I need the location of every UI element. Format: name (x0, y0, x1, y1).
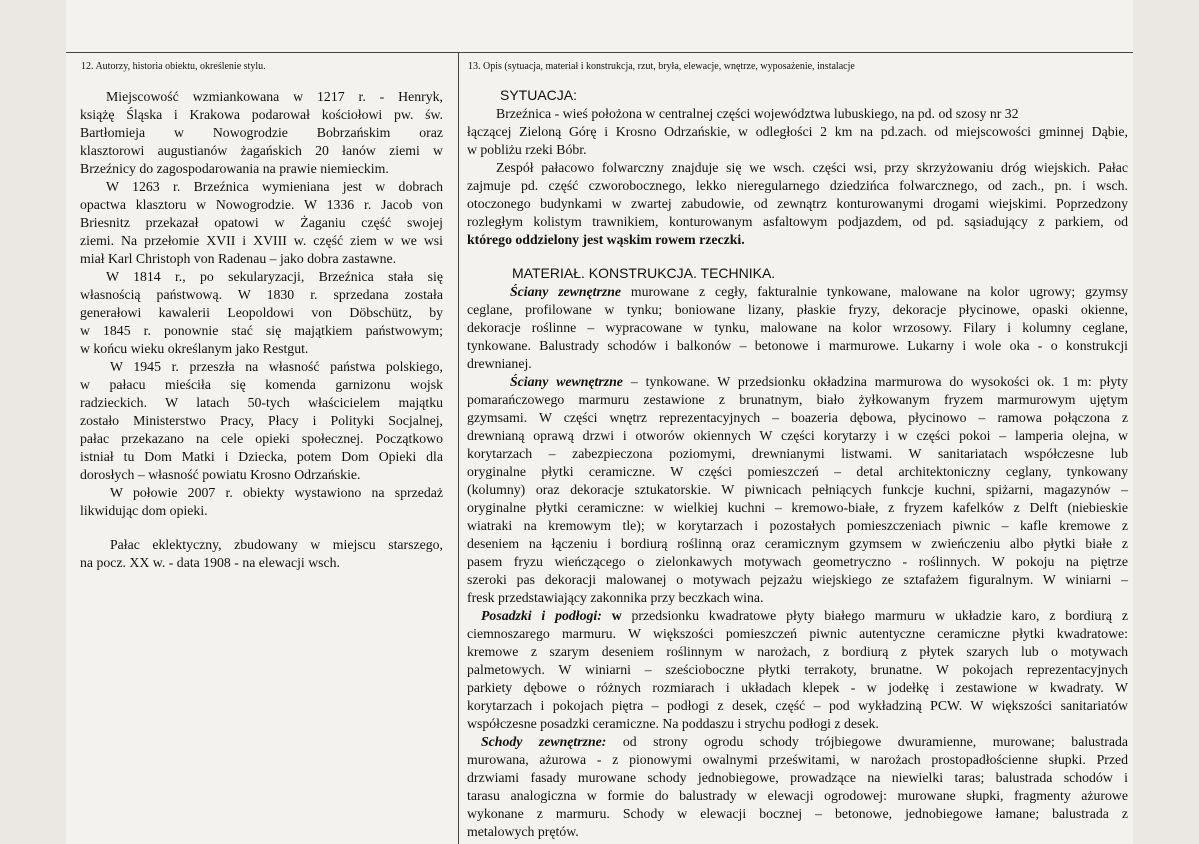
text-line: W połowie 2007 r. obiekty wystawiono na sprzedaż (110, 485, 443, 500)
column-divider (458, 52, 459, 844)
text-line: Schody zewnętrzne: od strony ogrodu schody trójbiegowe dwuramienne, murowane; balustrada (481, 734, 1128, 749)
text-line: oryginalne płytki ceramiczne. W części pomieszczeń – detal architektoniczny ceglany, tynkowany (467, 464, 1128, 479)
text-line: drzwiami fasady murowane schody jednobiegowe, prowadzące na niewielki taras; balustrada schodów i (467, 770, 1128, 785)
walls-exterior-label: Ściany zewnętrzne (510, 284, 622, 299)
text-line: likwidując dom opieki. (80, 503, 208, 518)
text-line: Pałac eklektyczny, zbudowany w miejscu starszego, (110, 537, 443, 552)
text-line: oryginalne płytki ceramiczne: w wielkiej kuchni – kremowo-białe, z fryzem kafelków z Delft (niebieskie (467, 500, 1128, 515)
text-line: wiatraki na kremowym tle); w korytarzach i pozostałych pomieszczeniach piwnic – kafle kremowe z (467, 518, 1128, 533)
text-line: rozległym kolistym trawnikiem, konturowanym asfaltowym podjazdem, od pd. sąsiadujący z parkiem, od (467, 214, 1128, 229)
text-line: ceglane, profilowane w tynku; boniowane lizany, płaskie fryzy, dekoracje płycinowe, opaski okienne, (467, 302, 1128, 317)
text-line: na pocz. XX w. - data 1908 - na elewacji wsch. (80, 555, 340, 570)
text-line: szeroki pas dekoracji malowanej o motywach pejzażu wiejskiego ze sztafażem figuralnym. W winiarni – (467, 572, 1128, 587)
text-line: wykonane z marmuru. Schody w elewacji bocznej – betonowe, jednobiegowe łamane; balustrada z (467, 806, 1128, 821)
text-line: opactwa klasztoru w Nowogrodzie. W 1336 r. Jacob von (80, 197, 443, 212)
text-line: drewnianej. (467, 356, 532, 371)
text-line: miał Karl Christoph von Radenau – jako dobra zastawne. (80, 251, 397, 266)
text-line: w pałacu mieściła się komenda garnizonu wojsk (80, 377, 443, 392)
text-line: pałac przekazano na cele opieki społecznej. Początkowo (80, 431, 443, 446)
text-line: W 1263 r. Brzeźnica wymieniana jest w dobrach (106, 179, 443, 194)
text-line: Miejscowość wzmiankowana w 1217 r. - Henryk, (106, 89, 443, 104)
text-line: w pobliżu rzeki Bóbr. (467, 142, 587, 157)
text-line: Zespół pałacowo folwarczny znajduje się we wsch. części wsi, przy skrzyżowaniu dróg wiejskich. Pałac (496, 160, 1128, 175)
section-heading-material: MATERIAŁ. KONSTRUKCJA. TECHNIKA. (512, 265, 776, 281)
text-line: klasztorowi augustianów żagańskich 20 łanów ziemi w (80, 143, 443, 158)
text-line: książę Śląska i Krakowa podarował kościołowi pw. św. (80, 107, 443, 122)
text-line: łączącej Zieloną Górę i Krosno Odrzańskie, w odległości 2 km na pd.zach. od miejscowości gminnej Dąbie, (467, 124, 1128, 139)
text-line: deseniem na łączeniu i bordiurą roślinną oraz ceramicznym gzymsem w zwieńczeniu albo płytki białe z (467, 536, 1128, 551)
text-line: własnością państwową. W 1830 r. sprzedana została (80, 287, 443, 302)
text-line: tynkowane. Balustrady schodów i balkonów – betonowe i marmurowe. Lukarny i wole oka - o konstrukcji (467, 338, 1128, 353)
section-heading-situation: SYTUACJA: (500, 87, 578, 103)
text-line: pomarańczowego marmuru zestawione z brunatnym, biało żyłkowanym fryzem marmurowym ujętym (467, 392, 1128, 407)
text-line: parkiety dębowe o różnych rozmiarach i układach klepek - w jodełkę i zestawione w kwadraty. W (467, 680, 1128, 695)
text-line: kremowe z szarym deseniem roślinnym w narożach, z bordiurą z płytek szarych lub o motywach (467, 644, 1128, 659)
text-line: dorosłych – własność powiatu Krosno Odrzańskie. (80, 467, 361, 482)
walls-interior-label: Ściany wewnętrzne (510, 374, 623, 389)
text-line: korytarzach – zabezpieczona poziomymi, drewnianymi listwami. W sanitariatach współczesne lub (467, 446, 1128, 461)
text-line: w końcu wieku określanym jako Restgut. (80, 341, 309, 356)
floors-label: Posadzki i podłogi: (481, 608, 602, 623)
text-line: Bartłomieja w Nowogrodzie Bobrzańskim oraz (80, 125, 443, 140)
left-column-heading: 12. Autorzy, historia obiektu, określenie stylu. (81, 61, 266, 72)
text-line: otoczonego budynkami w zwartej zabudowie, od zewnątrz konturowanymi drogami wiejskimi. Poprzedzony (467, 196, 1128, 211)
header-rule (66, 52, 1133, 53)
text-line: Brzeźnica - wieś położona w centralnej części województwa lubuskiego, na pd. od szosy nr 32 (496, 106, 1019, 121)
text-line: Ściany zewnętrzne murowane z cegły, fakturalnie tynkowane, malowane na kolor ugrowy; gzymsy (510, 284, 1128, 299)
text-line: generałowi kawalerii Leopoldowi von Döbschütz, by (80, 305, 443, 320)
text-line: Posadzki i podłogi: w przedsionku kwadratowe płyty białego marmuru w układzie karo, z bordiurą z (481, 608, 1128, 623)
text-line: ziemi. Na przełomie XVII i XVIII w. część ziem w we wsi (80, 233, 443, 248)
text-line: (kolumny) oraz dekoracje sztukatorskie. W piwnicach pełniących funkcje kuchni, spiżarni, magazynów – (467, 482, 1128, 497)
text-line: współczesne posadzki ceramiczne. Na poddaszu i strychu podłogi z desek. (467, 716, 879, 731)
text-line: W 1814 r., po sekularyzacji, Brzeźnica stała się (106, 269, 443, 284)
text-line: tarasu analogiczna w formie do balustrady w elewacji ogrodowej: murowane słupki, fragmenty ażurowe (467, 788, 1128, 803)
text-line: ciemnoszarego marmuru. W większości pomieszczeń piwnic autentyczne ceramiczne płytki kwadratowe: (467, 626, 1128, 641)
right-column-heading: 13. Opis (sytuacja, materiał i konstrukcja, rzut, bryła, elewacje, wnętrze, wyposażenie, instalacje (468, 61, 855, 72)
text-line: W 1945 r. przeszła na własność państwa polskiego, (110, 359, 443, 374)
text-line: Brzeźnicy do zagospodarowania na prawie niemieckim. (80, 161, 389, 176)
text-line: murowana, ażurowa - z pionowymi owalnymi prześwitami, w narożach prostopadłościenne słupki. Przed (467, 752, 1128, 767)
text-line: fresk przedstawiający zakonnika przy beczkach wina. (467, 590, 764, 605)
text-line: radzieckich. W latach 50-tych właścicielem majątku (80, 395, 443, 410)
text-line: Briesnitz przekazał opatowi w Żaganiu część swojej (80, 215, 443, 230)
text-line: zostało Ministerstwo Pracy, Płacy i Polityki Socjalnej, (80, 413, 443, 428)
text-line: dekoracje roślinne – wypracowane w tynku, malowane na kolor wrzosowy. Filary i kolumny ceglane, (467, 320, 1128, 335)
text-line: gzymsami. W części wnętrz reprezentacyjnych – boazeria dębowa, płycinowo – ramowa połączona z (467, 410, 1128, 425)
stairs-label: Schody zewnętrzne: (481, 734, 607, 749)
text-line: korytarzach i pokojach piętra – podłogi z desek, część – pod wykładziną PCW. W większości sanitariatów (467, 698, 1128, 713)
text-line: zajmuje pd. część czworobocznego, lekko nieregularnego dziedzińca folwarcznego, od zach., pn. i wsch. (467, 178, 1128, 193)
text-line: istniał tu Dom Matki i Dziecka, potem Dom Opieki dla (80, 449, 443, 464)
text-line: którego oddzielony jest wąskim rowem rzeczki. (467, 232, 745, 247)
text-line: pasem fryzu wieńczącego o zielonkawych motywach geometryczno - roślinnych. W pokoju na piętrze (467, 554, 1128, 569)
text-line: metalowych prętów. (467, 824, 579, 839)
text-line: drewnianą oprawą drzwi i otworów okiennych W części korytarzy i w części pokoi – lamperia olejna, w (467, 428, 1128, 443)
text-line: palmetowych. W winiarni – sześcioboczne płytki terrakoty, brunatne. W pokojach reprezentacyjnych (467, 662, 1128, 677)
text-line: Ściany wewnętrzne – tynkowane. W przedsionku okładzina marmurowa do wysokości ok. 1 m: płyty (510, 374, 1128, 389)
text-line: w 1845 r. ponownie stać się majątkiem państwowym; (80, 323, 443, 338)
